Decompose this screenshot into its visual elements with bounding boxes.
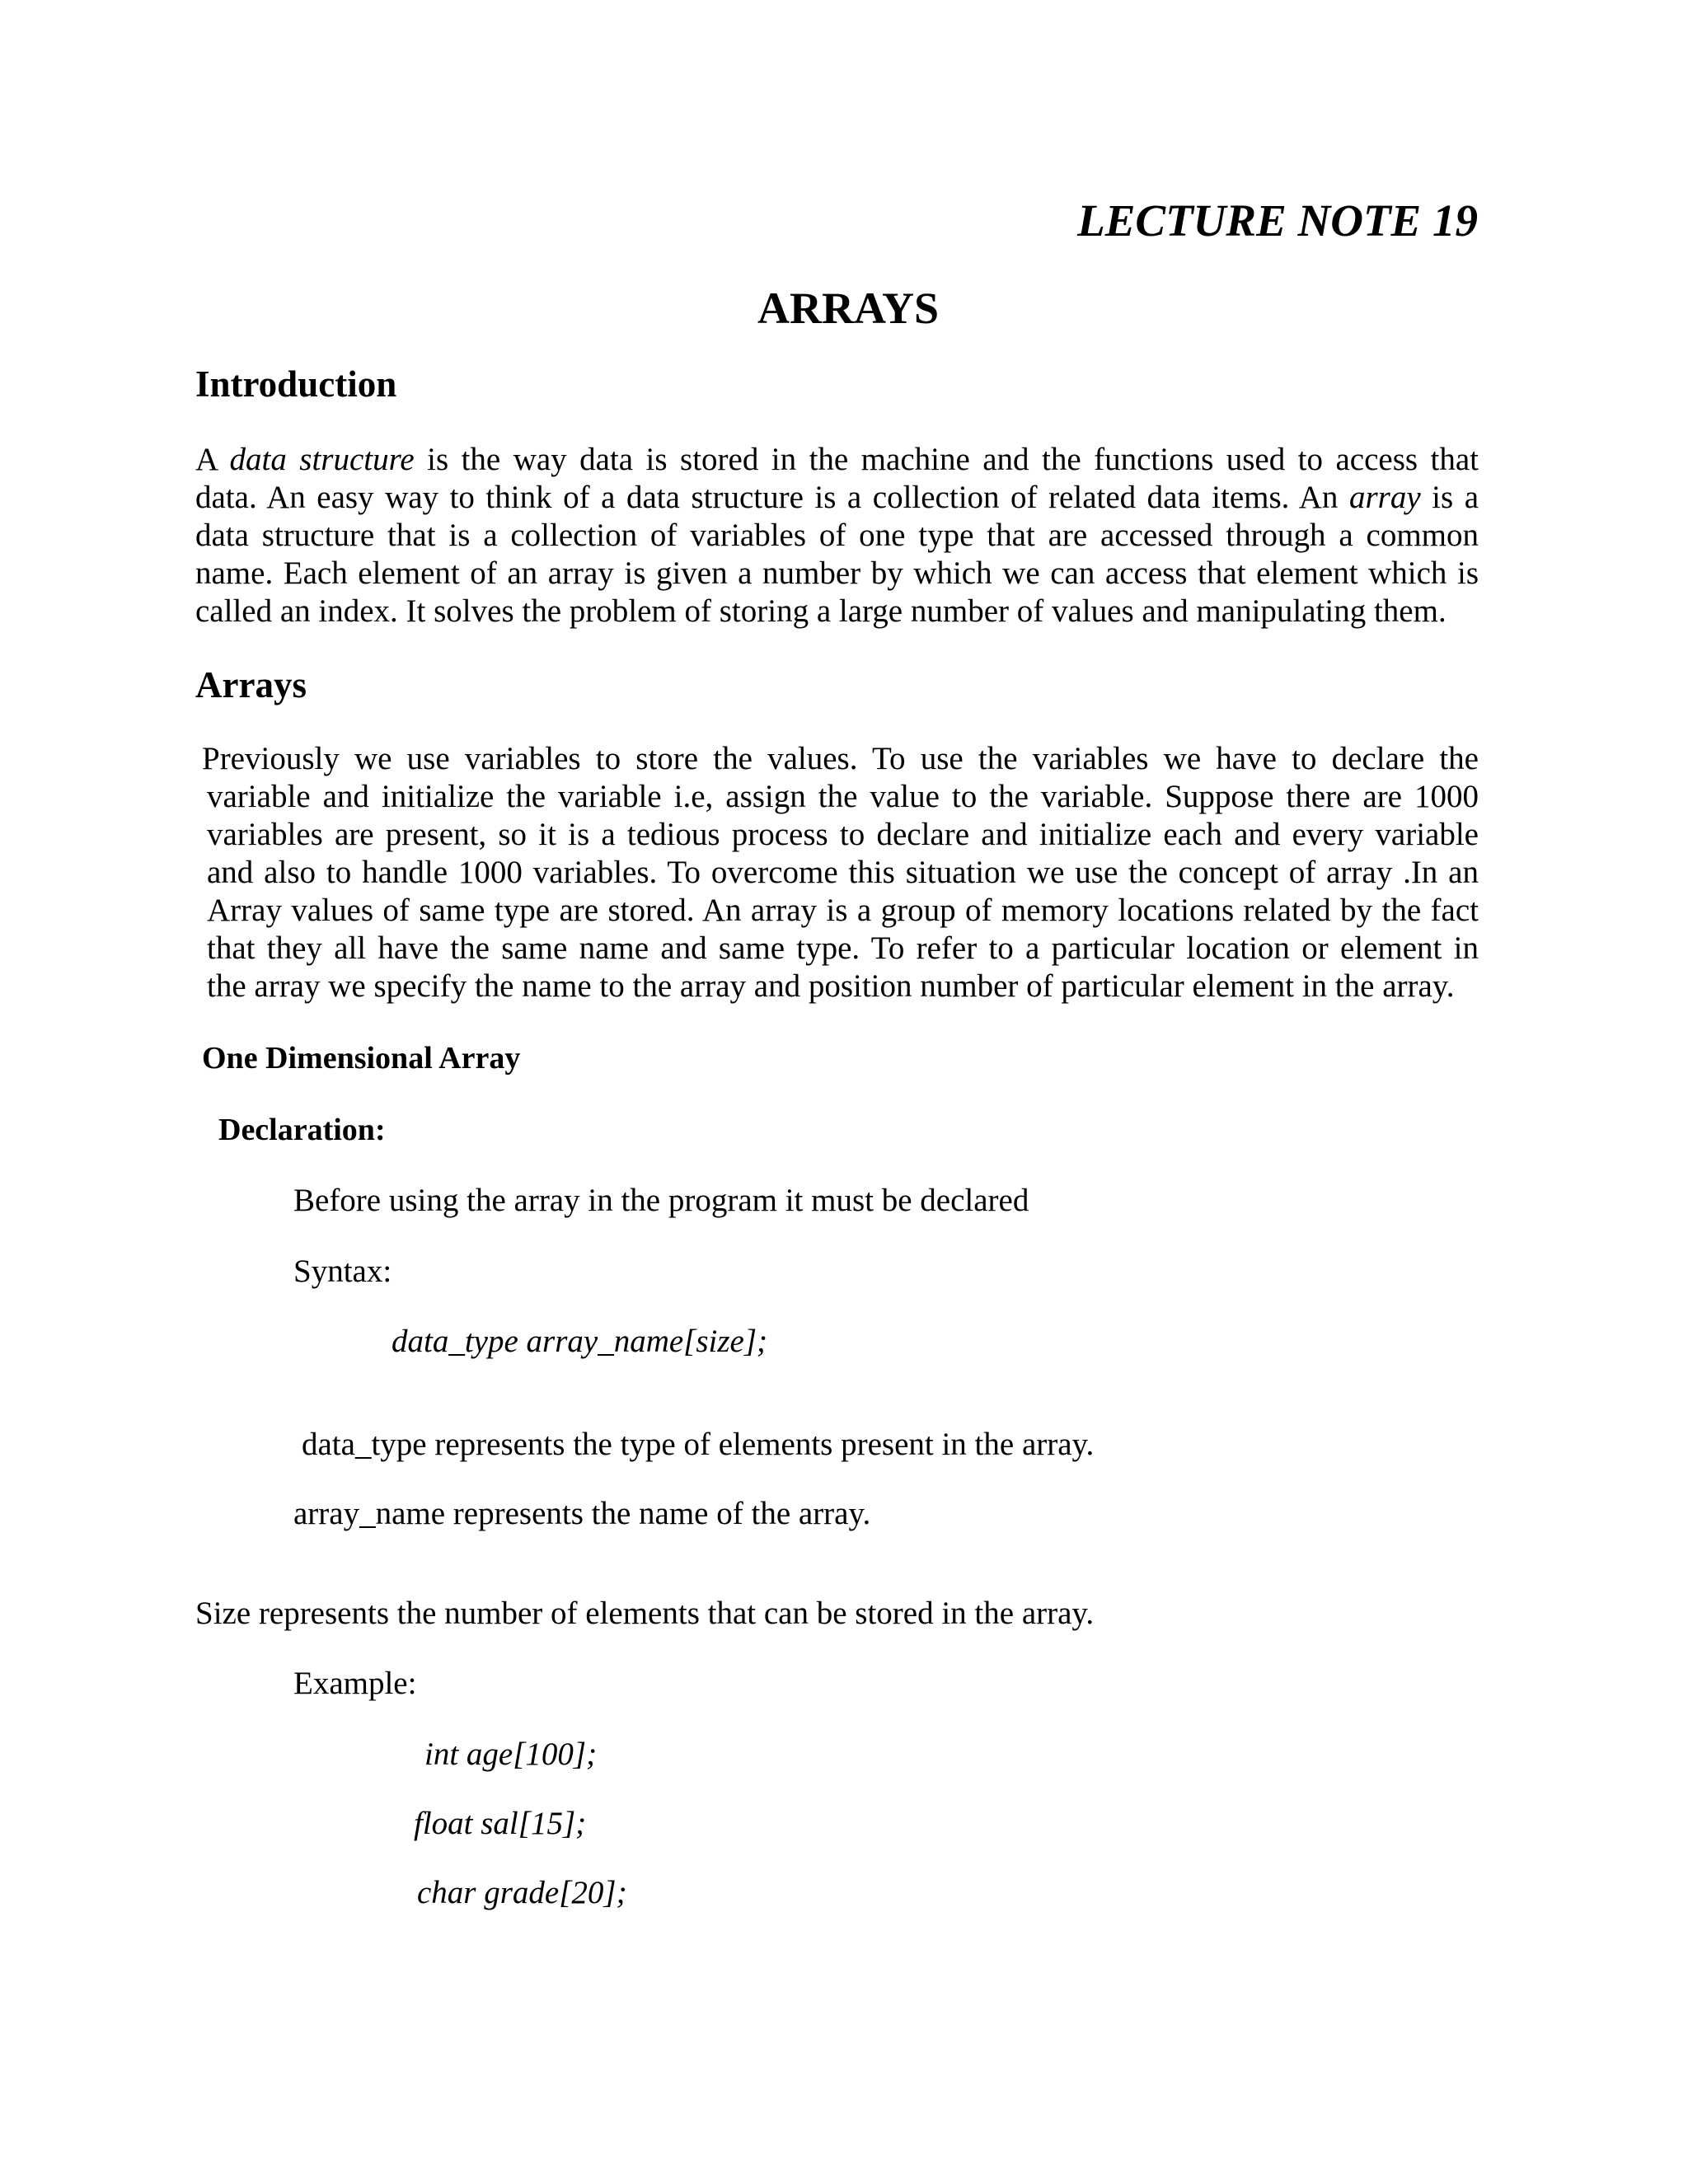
arrays-line-3: variables are present, so it is a tedious process to declare and initialize each and every variable bbox=[207, 817, 1479, 852]
introduction-line-4: name. Each element of an array is given a number by which we can access that element which is bbox=[195, 555, 1479, 591]
lecture-note-label: LECTURE NOTE 19 bbox=[1077, 195, 1478, 246]
syntax-label: Syntax: bbox=[293, 1254, 392, 1289]
before-using-text: Before using the array in the program it must be declared bbox=[293, 1183, 1029, 1218]
array-name-description: array_name represents the name of the array. bbox=[293, 1496, 871, 1531]
syntax-code: data_type array_name[size]; bbox=[392, 1324, 768, 1359]
introduction-paragraph bbox=[195, 441, 1479, 630]
introduction-line-3: data structure that is a collection of variables of one type that are accessed through a common bbox=[195, 518, 1479, 553]
introduction-line-5: called an index. It solves the problem of storing a large number of values and manipulating them. bbox=[195, 593, 1447, 629]
example-code-line: float sal[15]; bbox=[414, 1806, 587, 1841]
arrays-line-6: that they all have the same name and same type. To refer to a particular location or element in bbox=[207, 930, 1479, 966]
introduction-line-2: data. An easy way to think of a data structure is a collection of related data items. An array is a bbox=[195, 480, 1479, 515]
term-array: array bbox=[1348, 480, 1421, 515]
arrays-paragraph bbox=[202, 740, 1479, 1005]
example-label: Example: bbox=[293, 1666, 417, 1701]
term-data-structure: data structure bbox=[229, 442, 415, 477]
arrays-line-2: variable and initialize the variable i.e, assign the value to the variable. Suppose there are 1000 bbox=[207, 779, 1479, 814]
declaration-heading: Declaration: bbox=[218, 1113, 386, 1147]
arrays-line-5: Array values of same type are stored. An array is a group of memory locations related by the fact bbox=[207, 893, 1479, 928]
data-type-description: data_type represents the type of elements present in the array. bbox=[302, 1427, 1095, 1462]
page-title: ARRAYS bbox=[757, 284, 940, 333]
example-code-line: char grade[20]; bbox=[417, 1875, 627, 1910]
arrays-line-7: the array we specify the name to the array and position number of particular element in the array. bbox=[207, 968, 1455, 1004]
example-code-line: int age[100]; bbox=[424, 1736, 598, 1772]
arrays-line-4: and also to handle 1000 variables. To overcome this situation we use the concept of array .In an bbox=[207, 855, 1479, 890]
size-description: Size represents the number of elements that can be stored in the array. bbox=[195, 1596, 1095, 1631]
arrays-line-1: Previously we use variables to store the values. To use the variables we have to declare the bbox=[202, 741, 1479, 776]
introduction-line-1: A data structure is the way data is stored in the machine and the functions used to access that bbox=[195, 442, 1479, 477]
one-dimensional-heading: One Dimensional Array bbox=[202, 1041, 521, 1076]
arrays-heading: Arrays bbox=[195, 664, 307, 705]
introduction-heading: Introduction bbox=[195, 363, 397, 405]
